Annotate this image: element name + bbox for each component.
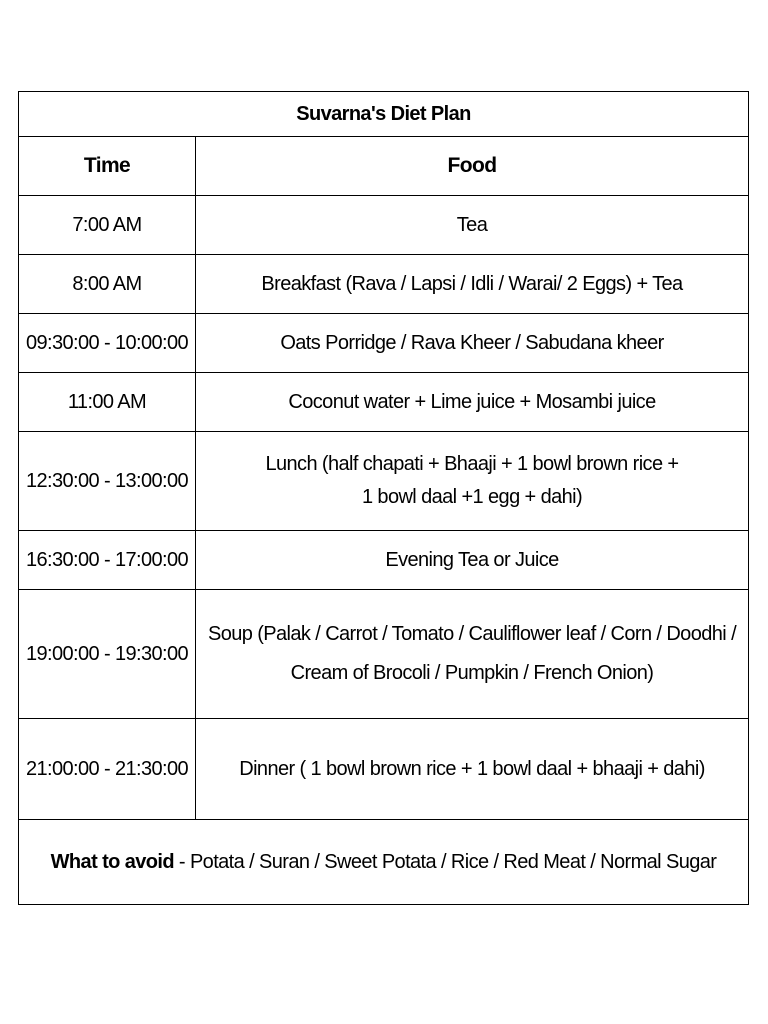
avoid-row [19, 820, 749, 905]
time-cell: 19:00:00 - 19:30:00 [19, 590, 196, 719]
time-cell: 09:30:00 - 10:00:00 [19, 314, 196, 373]
table-row [19, 531, 749, 590]
table-title: Suvarna's Diet Plan [19, 92, 749, 137]
food-line: Soup (Palak / Carrot / Tomato / Cauliflower leaf / Corn / Doodhi / [207, 623, 737, 645]
time-cell: 8:00 AM [19, 255, 196, 314]
time-cell: 21:00:00 - 21:30:00 [19, 719, 196, 820]
header-row [19, 137, 749, 196]
time-cell: 16:30:00 - 17:00:00 [19, 531, 196, 590]
food-line: Cream of Brocoli / Pumpkin / French Onion) [290, 662, 654, 684]
food-line: Coconut water + Lime juice + Mosambi juice [288, 390, 656, 413]
avoid-cell [19, 820, 749, 905]
time-cell: 11:00 AM [19, 373, 196, 432]
time-column-header: Time [19, 137, 196, 196]
table-row [19, 255, 749, 314]
table-row [19, 432, 749, 531]
food-cell [196, 531, 749, 590]
table-row [19, 314, 749, 373]
avoid-label: What to avoid [50, 850, 174, 873]
food-cell [196, 590, 749, 719]
table-row [19, 196, 749, 255]
time-cell: 7:00 AM [19, 196, 196, 255]
food-line: Breakfast (Rava / Lapsi / Idli / Warai/ 2 Eggs) + Tea [261, 272, 683, 295]
food-line: Lunch (half chapati + Bhaaji + 1 bowl brown rice + [265, 453, 679, 475]
food-cell [196, 432, 749, 531]
food-line: Evening Tea or Juice [385, 548, 559, 571]
food-cell [196, 255, 749, 314]
table-row [19, 590, 749, 719]
food-line: Tea [456, 213, 488, 236]
food-column-header: Food [196, 137, 749, 196]
avoid-text: - Potata / Suran / Sweet Potata / Rice / Red Meat / Normal Sugar [173, 850, 717, 873]
table-row [19, 373, 749, 432]
food-cell [196, 196, 749, 255]
table-row [19, 719, 749, 820]
food-line: Dinner ( 1 bowl brown rice + 1 bowl daal + bhaaji + dahi) [239, 757, 705, 780]
food-line: 1 bowl daal +1 egg + dahi) [361, 486, 583, 508]
diet-plan-table [18, 91, 749, 905]
time-cell: 12:30:00 - 13:00:00 [19, 432, 196, 531]
food-cell [196, 719, 749, 820]
food-cell [196, 314, 749, 373]
food-line: Oats Porridge / Rava Kheer / Sabudana kheer [280, 331, 664, 354]
title-row [19, 92, 749, 137]
food-cell [196, 373, 749, 432]
